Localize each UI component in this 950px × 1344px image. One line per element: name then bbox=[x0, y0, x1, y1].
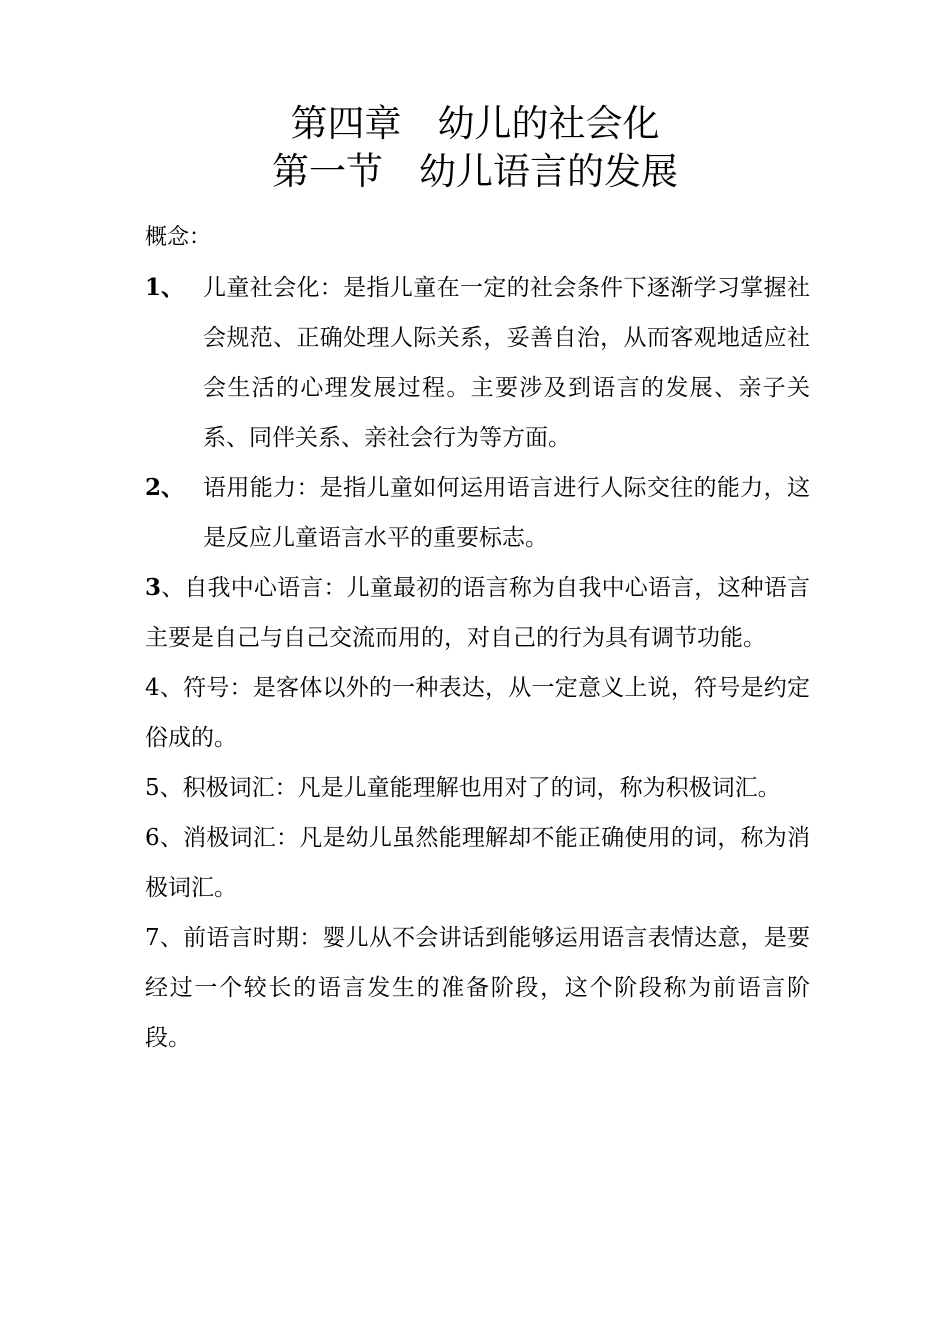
item-number: 7 bbox=[145, 925, 160, 951]
list-item bbox=[145, 663, 810, 763]
list-item bbox=[145, 913, 810, 1063]
item-number: 6 bbox=[145, 825, 160, 851]
item-number: 4 bbox=[145, 675, 160, 701]
item-text: 、积极词汇：凡是儿童能理解也用对了的词，称为积极词汇。 bbox=[159, 775, 781, 801]
concepts-label: 概念： bbox=[145, 225, 212, 250]
list-item bbox=[145, 813, 810, 913]
list-item bbox=[145, 563, 810, 663]
item-number: 5 bbox=[145, 775, 160, 801]
section-heading bbox=[0, 150, 950, 194]
list-item bbox=[145, 763, 810, 813]
item-text: 、符号：是客体以外的一种表达，从一定意义上说，符号是约定俗成的。 bbox=[145, 675, 810, 751]
item-text: 语用能力：是指儿童如何运用语言进行人际交往的能力，这是反应儿童语言水平的重要标志。 bbox=[203, 475, 810, 551]
item-text: 、消极词汇：凡是幼儿虽然能理解却不能正确使用的词，称为消极词汇。 bbox=[145, 825, 810, 901]
concept-list bbox=[145, 263, 810, 1063]
item-number: 3 bbox=[145, 574, 162, 601]
item-text: 、前语言时期：婴儿从不会讲话到能够运用语言表情达意，是要经过一个较长的语言发生的准备阶段，这个阶段称为前语言阶段。 bbox=[145, 925, 810, 1051]
item-number: 1、 bbox=[145, 274, 185, 301]
list-item bbox=[145, 463, 810, 563]
chapter-number: 第四章 bbox=[290, 102, 402, 145]
item-number: 2、 bbox=[145, 474, 185, 501]
item-text: 、自我中心语言：儿童最初的语言称为自我中心语言，这种语言主要是自己与自己交流而用的，对自己的行为具有调节功能。 bbox=[145, 575, 810, 651]
chapter-heading bbox=[0, 102, 950, 146]
chapter-name: 幼儿的社会化 bbox=[437, 102, 660, 145]
section-name: 幼儿语言的发展 bbox=[419, 150, 678, 193]
item-text: 儿童社会化：是指儿童在一定的社会条件下逐渐学习掌握社会规范、正确处理人际关系，妥善自治，从而客观地适应社会生活的心理发展过程。主要涉及到语言的发展、亲子关系、同伴关系、亲社会行为等方面。 bbox=[203, 275, 810, 451]
section-number: 第一节 bbox=[272, 150, 383, 193]
list-item bbox=[145, 263, 810, 463]
